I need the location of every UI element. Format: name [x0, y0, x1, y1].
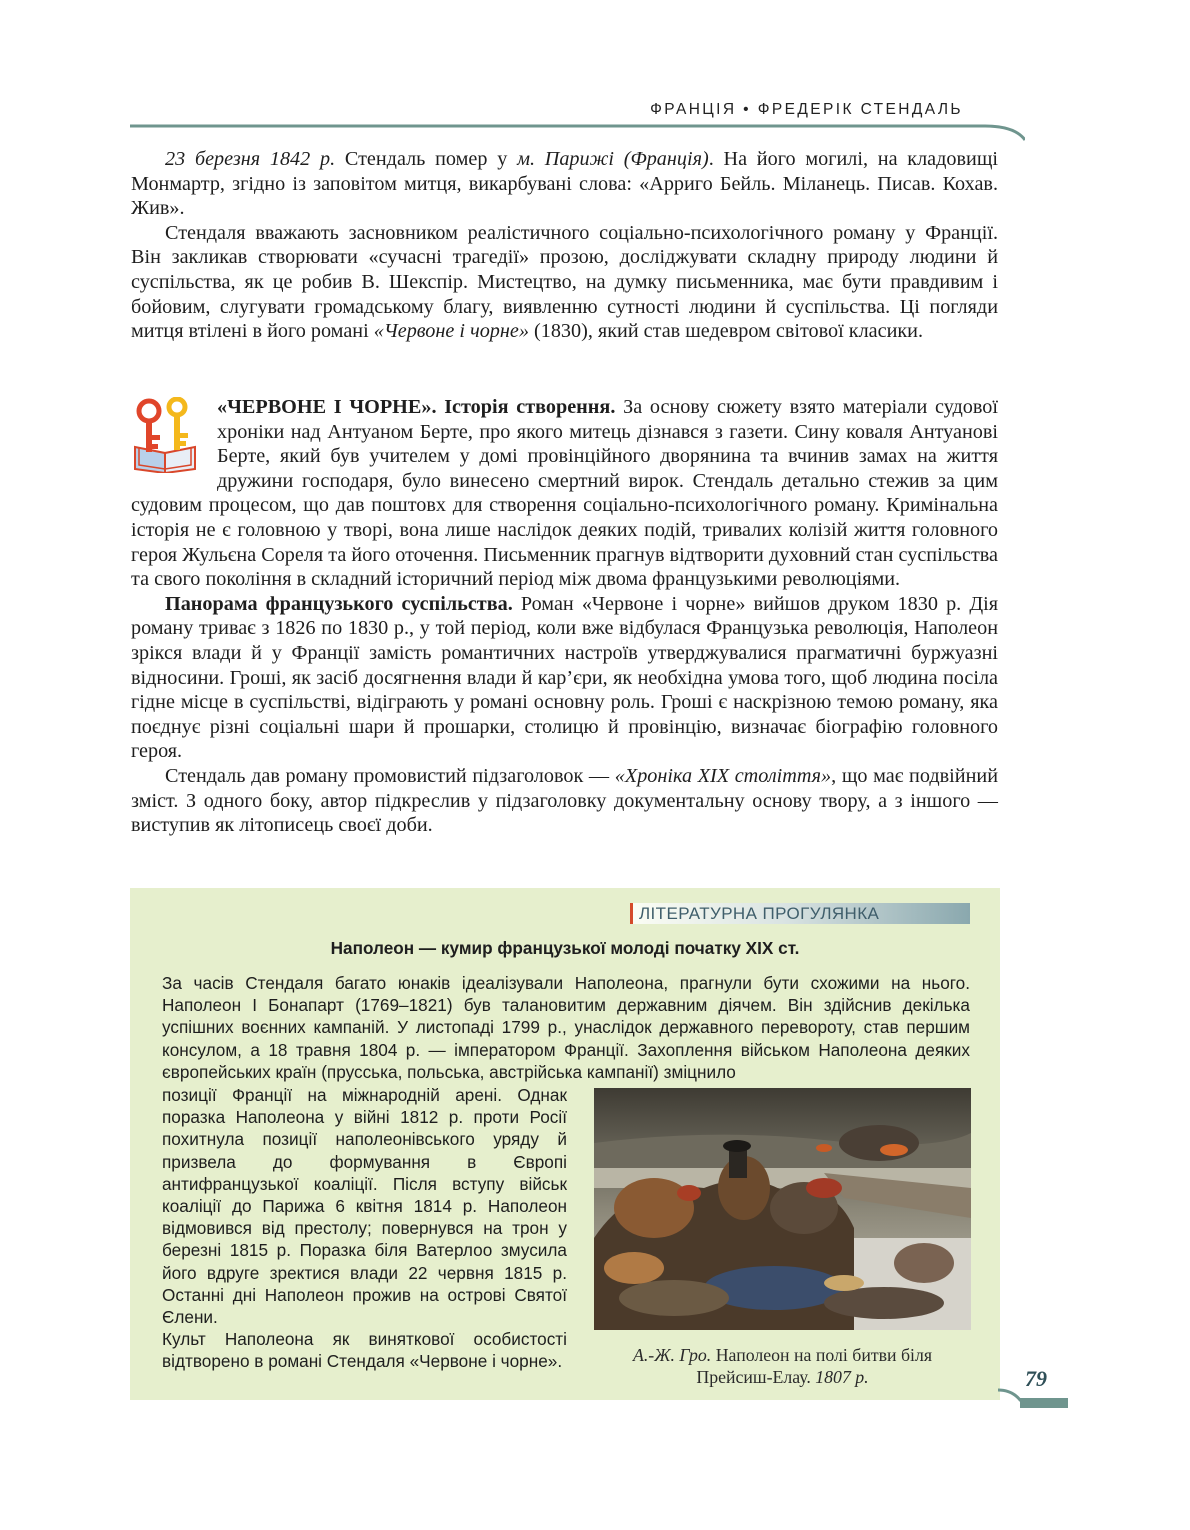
sidebar-paragraph-cult: Культ Наполеона як виняткової особистості відтворено в романі Стендаля «Червоне і чорне».	[162, 1329, 567, 1372]
painting-caption	[594, 1344, 971, 1389]
death-place: м. Парижі (Франція)	[517, 148, 709, 170]
intro-paragraph-1	[131, 147, 998, 221]
subtitle-text: Стендаль дав роману промовистий підзаголовок —	[165, 764, 615, 787]
page-number: 79	[1025, 1366, 1047, 1391]
subtitle-paragraph	[131, 764, 998, 838]
subtitle-text: , що має подвійний зміст. З одного боку, автор підкреслив у підзаголовку документальну основу твору, а з іншого — виступив як літописець своєї доби.	[131, 764, 999, 837]
napoleon-eylau-painting	[594, 1088, 971, 1330]
sidebar-text-left	[162, 1084, 567, 1373]
novel-section	[131, 395, 998, 838]
running-title: ФРАНЦІЯ • ФРЕДЕРІК СТЕНДАЛЬ	[650, 101, 963, 118]
sidebar-title: Наполеон — кумир французької молоді початку XIX ст.	[330, 938, 800, 958]
caption-author: А.-Ж. Гро.	[632, 1345, 712, 1365]
panorama-text: Роман «Червоне і чорне» вийшов друком 1830 р. Дія роману триває з 1826 по 1830 р., у той період, коли вже відбулася Французька революція, Наполеон зрікся влади й у Франції замість романтичних настроїв утверджувалися прагматичні буржуазні відносини. Гроші, як засіб досягнення влади й кар’єри, як необхідна умова того, щоб людина посіла гідне місце в суспільстві, відіграють у романі основну роль. Гроші є наскрізною темою роману, яка поєднує різні соціальні шари й прошарки, столицю й провінцію, визначає біографію головного героя.	[131, 592, 998, 763]
intro-text-span: (1830), який став шедевром світової класики.	[528, 320, 924, 343]
sidebar-text-top	[162, 972, 970, 1083]
literary-walk-label: ЛІТЕРАТУРНА ПРОГУЛЯНКА	[630, 903, 970, 924]
sidebar-paragraph-left: позиції Франції на міжнародній арені. Однак поразка Наполеона у війні 1812 р. проти Росії похитнула позиції наполеонівського уряду й призвела до формування в Європі антифранцузької коаліції. Після вступу військ коаліції до Парижа 6 квітня 1814 р. Наполеон відмовився від престолу; повернувся на трон у березні 1815 р. Поразка біля Ватерлоо змусила його вдруге зректися влади 22 червня 1815 р. Останні дні Наполеон прожив на острові Святої Єлени.	[162, 1085, 567, 1328]
section-heading: «ЧЕРВОНЕ І ЧОРНЕ». Історія створення.	[217, 396, 616, 418]
history-paragraph	[131, 395, 998, 592]
page-corner-tab	[998, 1388, 1068, 1412]
death-date: 23 березня 1842 р.	[165, 148, 336, 170]
keys-and-book-icon	[131, 397, 203, 473]
header-rule	[130, 118, 1025, 148]
sidebar-paragraph-top: За часів Стендаля багато юнаків ідеалізували Наполеона, прагнули бути схожими на нього. Наполеон І Бонапарт (1769–1821) був талановитим державним діячем. Він здійснив декілька успішних воєнних кампаній. У листопаді 1799 р., унаслідок державного перевороту, став першим консулом, а 18 травня 1804 р. — імператором Франції. Захоплення військом Наполеона деяких європейських країн (прусська, польська, австрійська кампанії) зміцнило	[162, 973, 970, 1082]
intro-paragraph-2	[131, 221, 998, 344]
caption-year: 1807 р.	[815, 1367, 869, 1388]
caption-title: Наполеон на полі битви біля Прейсиш-Елау.	[696, 1345, 932, 1388]
novel-subtitle: «Хроніка XIX століття»	[614, 764, 832, 787]
intro-text-span: . На його могилі, на кладовищі Монмартр, згідно із заповітом митця, викарбувані слова: «Арриго Бейль. Міланець. Писав. Кохав. Жив».	[131, 148, 998, 220]
intro-text	[131, 147, 998, 344]
intro-text-span: Стендаль помер у	[335, 148, 518, 170]
history-text: За основу сюжету взято матеріали судової хроніки над Антуаном Берте, про якого митець дізнався з газети. Сину коваля Антуанові Берте, який був учителем у домі провінційного дворянина та вчинив замах на життя дружини господаря, було винесено смертний вирок. Стендаль детально стежив за цим судовим процесом, що дав поштовх для створення соціально-психологічного роману. Кримінальна історія не є головною у творі, вона лише наслідок деяких подій, тривалих колізій життя головного героя Жульєна Сореля та його оточення. Письменник прагнув відтворити духовний стан суспільства та свого покоління в складний історичний період між двома французькими революціями.	[131, 396, 998, 591]
panorama-heading: Панорама французького суспільства.	[165, 592, 513, 615]
panorama-paragraph	[131, 592, 998, 764]
novel-title: «Червоне і чорне»	[373, 320, 529, 343]
intro-text-span: Стендаля вважають засновником реалістичного соціально-психологічного роману у Франції. Він закликав створювати «сучасні трагедії» прозою, досліджувати складну природу людини й суспільства, як це робив В. Шекспір. Мистецтво, на думку письменника, має бути правдивим і бойовим, слугувати громадському благу, виявленню сутності людини й суспільства. Ці погляди митця втілені в його романі	[131, 221, 998, 343]
